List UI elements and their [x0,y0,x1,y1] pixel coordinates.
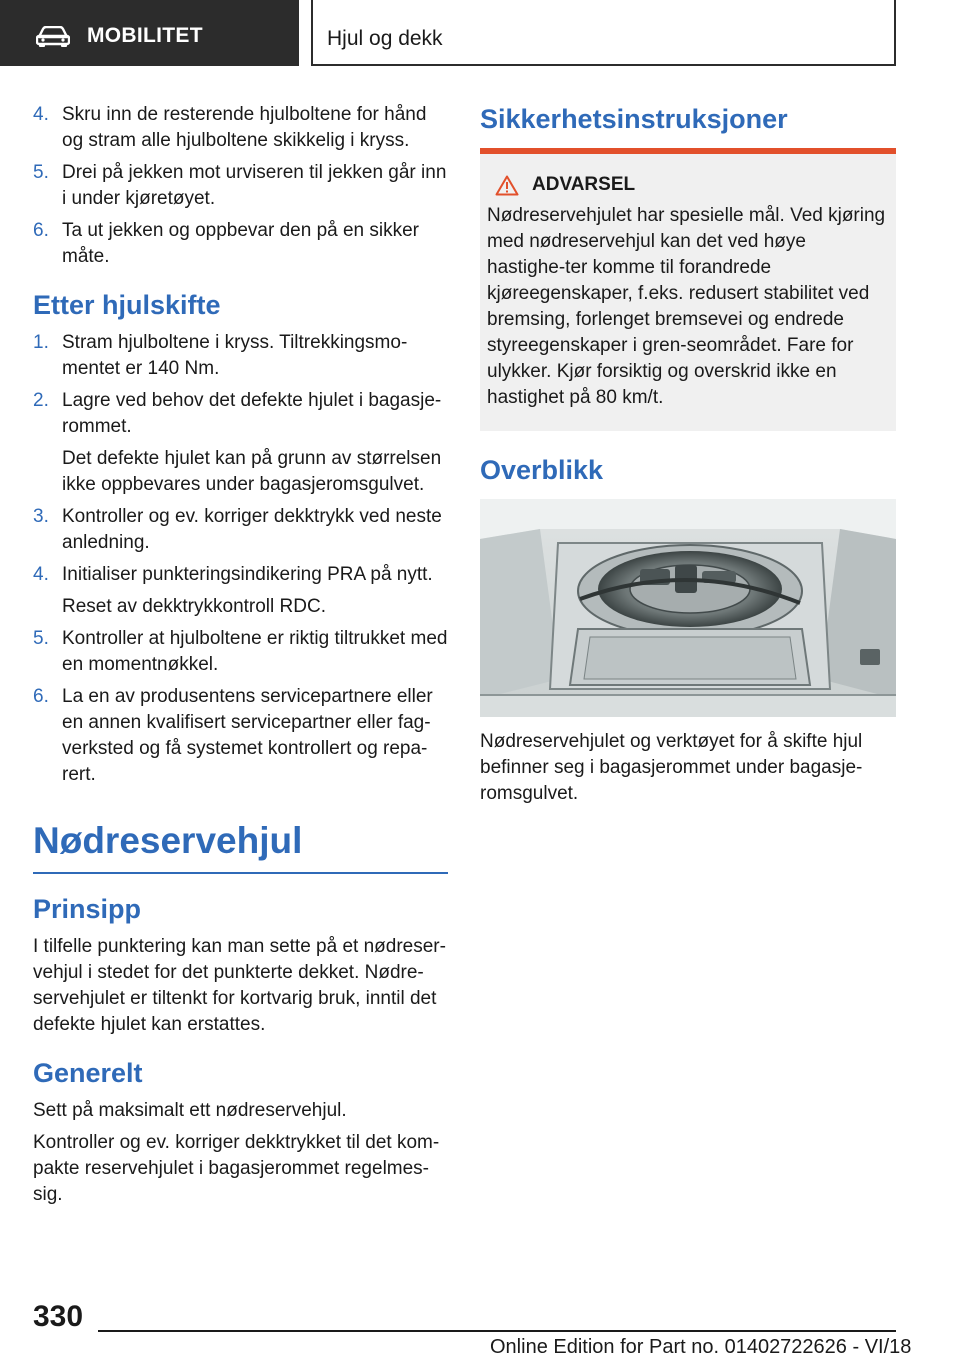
step-number: 4. [33,564,49,585]
right-column [480,102,896,807]
generelt-heading: Generelt [33,1058,143,1088]
prinsipp-paragraph: I tilfelle punktering kan man sette på et nødreser‐vehjul i stedet for det punkterte dekket. Nødre‐servehjulet er tiltenkt for kortvarig bruk, inntil det defekte hjulet kan erstattes. [33,936,446,1035]
left-column [33,102,448,1214]
page-number: 330 [33,1300,84,1333]
warning-header [487,174,888,196]
section-label: MOBILITET [87,24,203,47]
chapter-tab[interactable] [311,0,896,66]
step-number: 3. [33,506,49,527]
step-number: 5. [33,162,49,183]
step-text: Kontroller at hjulboltene er riktig tiltrukket med en momentnøkkel. [62,628,448,675]
list-item [33,388,448,440]
figure-caption: Nødreservehjulet og verktøyet for å skifte hjul befinner seg i bagasjerommet under bagasje‐romsgulvet. [480,731,863,804]
step-text: Kontroller og ev. korriger dekktrykk ved neste anledning. [62,506,442,553]
page-header [0,0,960,66]
list-item [33,330,448,382]
step-text: Stram hjulboltene i kryss. Tiltrekkingsmo‐mentet er 140 Nm. [62,332,408,379]
step-note: Reset av dekktrykkontroll RDC. [62,596,326,617]
spare-wheel-illustration [480,499,896,717]
step-text: La en av produsentens servicepartnere eller en annen kvalifisert servicepartner eller fag‐verksted og få systemet kontrollert og repa‐rert. [62,686,433,785]
list-item [33,626,448,678]
step-text: Initialiser punkteringsindikering PRA på nytt. [62,564,433,585]
step-number: 2. [33,390,49,411]
step-note: Det defekte hjulet kan på grunn av størrelsen ikke oppbevares under bagasjeromsgulvet. [62,448,442,495]
step-number: 1. [33,332,49,353]
step-text: Lagre ved behov det defekte hjulet i bagasje‐rommet. [62,390,442,437]
step-text: Ta ut jekken og oppbevar den på en sikker måte. [62,220,420,267]
sikkerhet-heading: Sikkerhetsinstruksjoner [480,104,788,134]
list-item [33,684,448,788]
step-text: Drei på jekken mot urviseren til jekken går inn i under kjøretøyet. [62,162,447,209]
warning-label: ADVARSEL [532,174,636,195]
car-icon [36,26,70,48]
chapter-label: Hjul og dekk [327,27,443,50]
step-text: Skru inn de resterende hjulboltene for hånd og stram alle hjulboltene skikkelig i kryss. [62,104,427,151]
footer-divider [98,1330,896,1332]
list-item [33,562,448,588]
section-tab[interactable] [0,0,299,66]
nodreservehjul-heading: Nødreservehjul [33,818,448,874]
etter-hjulskifte-heading: Etter hjulskifte [33,290,221,320]
generelt-paragraph: Sett på maksimalt ett nødreservehjul. [33,1100,347,1121]
prinsipp-heading: Prinsipp [33,894,142,924]
warning-box [480,148,896,431]
generelt-paragraph: Kontroller og ev. korriger dekktrykket til det kom‐pakte reservehjulet i bagasjerommet regelmes‐sig. [33,1132,440,1205]
list-item [33,160,448,212]
list-item [33,218,448,270]
warning-triangle-icon [495,175,519,196]
step-number: 6. [33,686,49,707]
warning-text: Nødreservehjulet har spesielle mål. Ved kjøring med nødreservehjul kan det ved høye hastighe‐ter komme til forandrede kjøreegenskaper, f.eks. redusert stabilitet ved bremsing, forlenget bremsevei og endrede styreegenskaper i gren‐seområdet. Fare for ulykker. Kjør forsiktig og overskrid ikke en hastighet på 80 km/t. [487,205,886,408]
list-item [33,102,448,154]
step-number: 6. [33,220,49,241]
list-item [33,504,448,556]
footer-edition-text: Online Edition for Part no. 01402722626 - VI/18 [490,1336,912,1358]
step-number: 4. [33,104,49,125]
overblikk-heading: Overblikk [480,455,604,485]
step-number: 5. [33,628,49,649]
